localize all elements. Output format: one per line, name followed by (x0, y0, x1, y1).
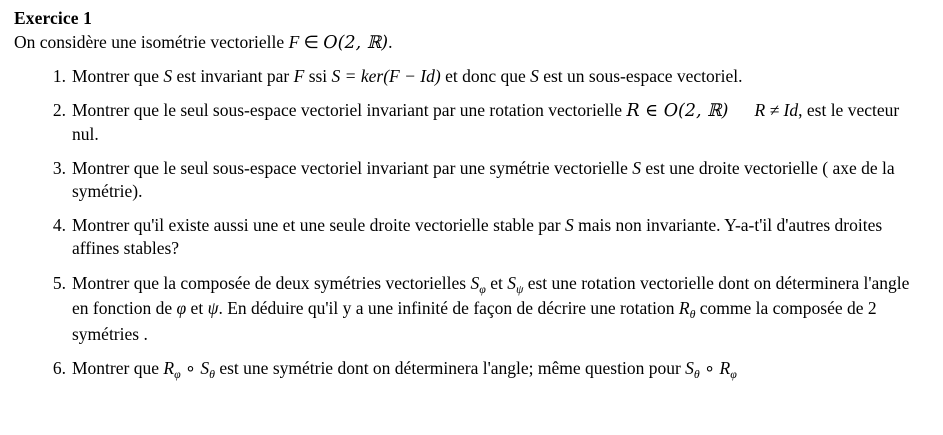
list-item (0, 157, 943, 203)
questions-list (0, 65, 943, 382)
q3-seg0: Montrer que le seul sous-espace vectoriel invariant par une symétrie vectorielle (72, 158, 633, 179)
intro-text-prefix: On considère une isométrie vectorielle (14, 32, 289, 52)
question-number: 5. (52, 272, 66, 293)
q6-seg6: est une symétrie dont on déterminera l'angle; même question pour (214, 357, 686, 378)
q4-seg1: S (565, 215, 574, 236)
q1-seg0: Montrer que (72, 65, 164, 86)
q5-sub-phi: φ (479, 281, 486, 296)
intro-membership: ∈ (299, 32, 324, 52)
q1-seg2: est invariant par (172, 65, 294, 86)
q5-phi: φ (176, 298, 187, 319)
list-item (0, 65, 943, 88)
q1-seg3: F (293, 65, 305, 86)
intro-text-suffix: . (388, 32, 393, 52)
list-item (0, 272, 943, 346)
q6-seg0: Montrer que (72, 357, 164, 378)
intro-math-f: F (288, 32, 300, 52)
q1-seg4: ssi (304, 65, 332, 86)
q6-sub-theta1: θ (209, 366, 215, 381)
question-number: 1. (52, 65, 66, 86)
list-item (0, 214, 943, 260)
q5-seg8: et (186, 298, 208, 319)
q5-seg6: est une rotation vectorielle dont on déterminera l'angle en fonction de (72, 272, 910, 319)
q5-sym1: S (470, 272, 480, 293)
exercise-intro (14, 32, 943, 55)
q2-seg0: Montrer que le seul sous-espace vectoriel invariant par une rotation vectorielle (72, 99, 627, 120)
q6-sub-phi1: φ (174, 366, 181, 381)
document-page (0, 8, 943, 435)
q1-seg6: et donc que (440, 65, 531, 86)
q4-seg0: Montrer qu'il existe aussi une et une seule droite vectorielle stable par (72, 215, 565, 236)
question-number: 4. (52, 215, 66, 236)
q1-seg8: est un sous-espace vectoriel. (538, 65, 743, 86)
q6-rot1: R (163, 357, 175, 378)
q6-sym1: S (200, 357, 210, 378)
question-number: 2. (52, 99, 66, 120)
q4-seg2: mais non invariante. Y-a-t'il d'autres droites affines stables? (72, 215, 883, 259)
q5-seg13: comme la composée de 2 symétries . (72, 298, 877, 344)
q6-sub-theta2: θ (693, 366, 700, 381)
q5-seg3: et (485, 272, 508, 293)
q6-sym2: S (685, 357, 694, 378)
q6-compose1: ∘ (180, 357, 201, 378)
q2-seg3: , est le vecteur nul. (72, 99, 900, 145)
q5-seg0: Montrer que la composée de deux symétries vectorielles (72, 272, 471, 293)
intro-orthogonal-group: O(2, ℝ) (323, 33, 389, 53)
q3-seg1: S (632, 158, 642, 179)
exercise-title: Exercice 1 (14, 8, 92, 28)
q5-sub-psi: ψ (515, 281, 524, 296)
q5-sym2: S (507, 272, 516, 293)
q5-sub-theta: θ (689, 306, 696, 321)
q2-rotation-group: R ∈ O(2, ℝ) (626, 100, 729, 121)
q5-rotation: R (678, 298, 690, 319)
q1-seg7: S (530, 65, 539, 86)
q2-r-not-id: R ≠ Id (754, 99, 799, 120)
q6-compose2: ∘ (699, 357, 720, 378)
q5-psi: ψ (207, 298, 219, 319)
question-number: 3. (52, 158, 66, 179)
q1-seg1: S (163, 65, 173, 86)
q5-seg10: . En déduire qu'il y a une infinité de façon de décrire une rotation (218, 298, 679, 319)
question-number: 6. (52, 357, 66, 378)
list-item (0, 99, 943, 146)
q3-seg2: est une droite vectorielle ( axe de la symétrie). (72, 158, 895, 202)
q1-seg5: S = ker(F − Id) (331, 65, 441, 86)
q6-sub-phi2: φ (730, 366, 737, 381)
list-item (0, 357, 943, 383)
q6-rot2: R (719, 357, 731, 378)
